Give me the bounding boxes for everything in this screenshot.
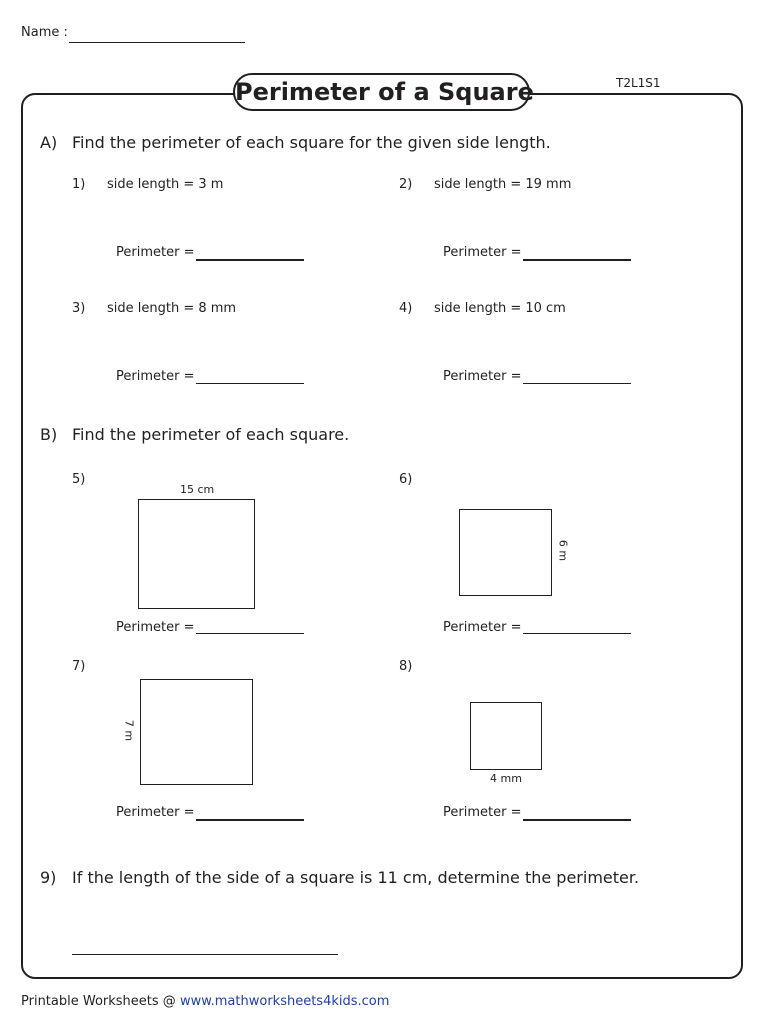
- question-number: 1): [72, 177, 86, 192]
- perimeter-label: Perimeter =: [443, 245, 522, 260]
- worksheet-frame: [21, 93, 743, 979]
- square-figure: [140, 679, 253, 785]
- question-number: 7): [72, 659, 86, 674]
- footer-prefix: Printable Worksheets @: [21, 994, 180, 1009]
- footer: [21, 994, 389, 1009]
- perimeter-label: Perimeter =: [116, 245, 195, 260]
- name-label: Name :: [21, 25, 68, 40]
- perimeter-label: Perimeter =: [443, 369, 522, 384]
- question-text: If the length of the side of a square is 11 cm, determine the perimeter.: [72, 868, 640, 887]
- question-number: 9): [40, 868, 57, 887]
- question-number: 2): [399, 177, 413, 192]
- question-number: 3): [72, 301, 86, 316]
- question-number: 6): [399, 472, 413, 487]
- answer-line[interactable]: [196, 819, 304, 821]
- question-text: side length = 10 cm: [434, 301, 566, 316]
- answer-line[interactable]: [523, 259, 631, 261]
- perimeter-label: Perimeter =: [116, 805, 195, 820]
- page-title: Perimeter of a Square: [233, 73, 530, 111]
- square-figure: [459, 509, 552, 596]
- side-length-label: 7 m: [122, 719, 136, 742]
- answer-line[interactable]: [196, 383, 304, 384]
- question-number: 5): [72, 472, 86, 487]
- section-a-instruction: Find the perimeter of each square for the given side length.: [72, 133, 551, 152]
- perimeter-label: Perimeter =: [443, 805, 522, 820]
- side-length-label: 4 mm: [490, 772, 522, 785]
- footer-link[interactable]: www.mathworksheets4kids.com: [179, 994, 390, 1009]
- side-length-label: 15 cm: [180, 483, 215, 496]
- perimeter-label: Perimeter =: [116, 620, 195, 635]
- side-length-label: 6 m: [556, 539, 570, 562]
- answer-line[interactable]: [523, 383, 631, 384]
- section-a-letter: A): [40, 133, 58, 152]
- answer-line[interactable]: [72, 954, 338, 955]
- square-figure: [138, 499, 255, 609]
- answer-line[interactable]: [196, 259, 304, 261]
- question-text: side length = 19 mm: [434, 177, 572, 192]
- section-b-instruction: Find the perimeter of each square.: [72, 425, 350, 444]
- question-text: side length = 3 m: [107, 177, 224, 192]
- worksheet-code: T2L1S1: [616, 76, 661, 90]
- question-text: side length = 8 mm: [107, 301, 237, 316]
- perimeter-label: Perimeter =: [443, 620, 522, 635]
- name-field[interactable]: [69, 42, 245, 43]
- section-b-letter: B): [40, 425, 58, 444]
- question-number: 8): [399, 659, 413, 674]
- answer-line[interactable]: [196, 633, 304, 634]
- answer-line[interactable]: [523, 819, 631, 821]
- perimeter-label: Perimeter =: [116, 369, 195, 384]
- answer-line[interactable]: [523, 633, 631, 634]
- square-figure: [470, 702, 542, 770]
- question-number: 4): [399, 301, 413, 316]
